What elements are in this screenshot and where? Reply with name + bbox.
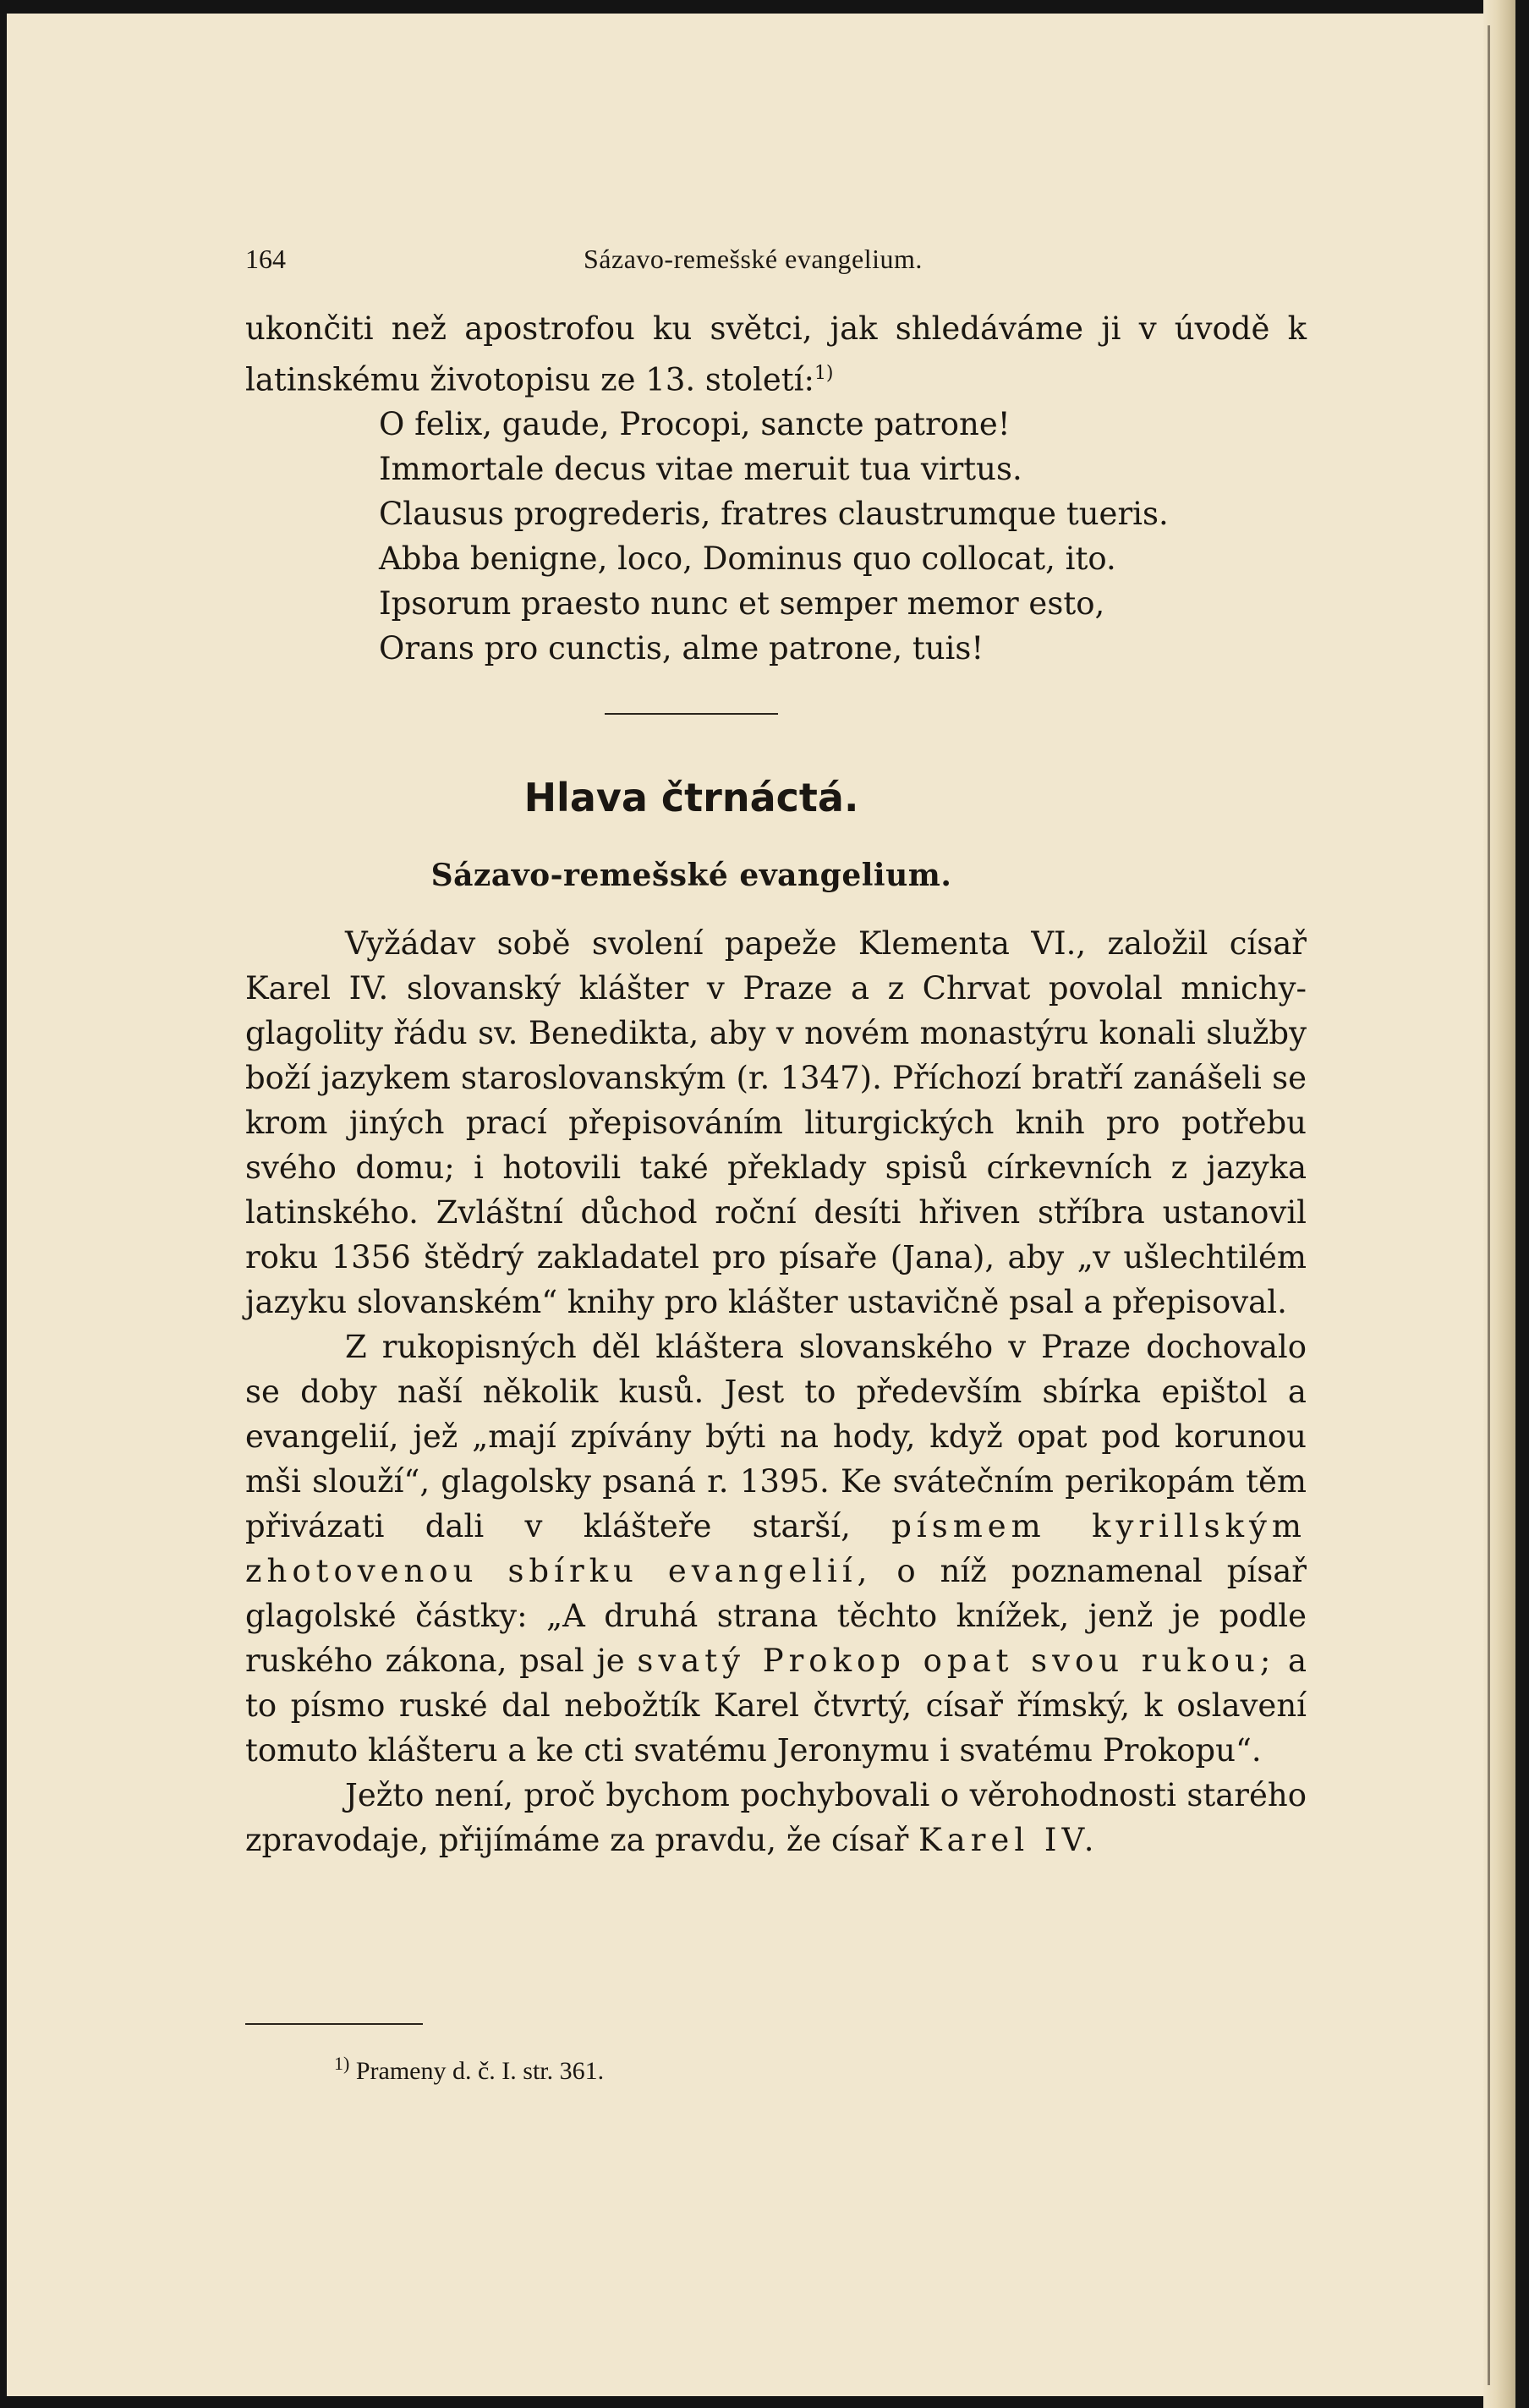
- intro-paragraph: [245, 306, 1307, 402]
- paragraph-2-spaced-a: písmem kyrillským zhotovenou sbírku evangelií,: [245, 1508, 1307, 1590]
- paragraph-2-spaced-b: svatý Prokop opat svou rukou;: [637, 1643, 1276, 1680]
- paragraph-3-spaced: Karel IV.: [918, 1822, 1099, 1859]
- latin-poem: [379, 402, 1307, 671]
- poem-line: Ipsorum praesto nunc et semper memor esto,: [379, 585, 1105, 623]
- footnote: [334, 2045, 604, 2090]
- poem-line: Clausus progrederis, fratres claustrumque tueris.: [379, 496, 1169, 533]
- page-body: [245, 306, 1307, 1862]
- scan-border-bottom: [0, 2396, 1529, 2408]
- paragraph-2-text-c: a to písmo ruské dal nebožtík Karel čtvrtý, císař římský, k oslavení tomuto klášteru a ke cti svatému Jeronymu i svatému Prokopu“.: [245, 1643, 1307, 1769]
- footnote-marker: 1): [334, 2053, 350, 2074]
- chapter-subtitle: Sázavo-remešské evangelium.: [430, 858, 952, 894]
- paragraph-2-text-b: o níž poznamenal písař glagolské částky: „A druhá strana těchto knížek, jenž je podle ruského zákona, psal je: [245, 1553, 1307, 1680]
- footnote-text: Prameny d. č. I. str. 361.: [355, 2057, 605, 2085]
- page-number: 164: [245, 244, 286, 274]
- paragraph-2-text-a: Z rukopisných děl kláštera slovanského v Praze dochovalo se doby naší několik kusů. Jest to především sbírka epištol a evangelií, jež „mají zpívány býti na hody, když opat pod korunou mši slouží“, glagolsky psaná r. 1395. Ke svátečním perikopám těm přivázati dali v klášteře starší,: [245, 1329, 1307, 1545]
- intro-text: ukončiti než apostrofou ku světci, jak shledáváme ji v úvodě k latinskému životopisu ze 13. století:: [245, 310, 1307, 398]
- paragraph-3-text: Ježto není, proč bychom pochybovali o věrohodnosti starého zpravodaje, přijímáme za pravdu, že císař: [245, 1777, 1307, 1859]
- running-header: [245, 244, 1311, 277]
- spine-line: [1488, 25, 1490, 2385]
- paragraph-1: Vyžádav sobě svolení papeže Klementa VI., založil císař Karel IV. slovanský klášter v Praze a z Chrvat povolal mnichy-glagolity řádu sv. Benedikta, aby v novém monastýru konali služby boží jazykem staroslovanským (r. 1347). Příchozí bratří zanášeli se krom jiných prací přepisováním liturgických knih pro potřebu svého domu; i hotovili také překlady spisů církevních z jazyka latinského. Zvláštní důchod roční desíti hřiven stříbra ustanovil roku 1356 štědrý zakladatel pro písaře (Jana), aby „v ušlechtilém jazyku slovanském“ knihy pro klášter ustavičně psal a přepisoval.: [245, 925, 1307, 1321]
- poem-line: Immortale decus vitae meruit tua virtus.: [379, 451, 1022, 488]
- chapter-title: Hlava čtrnáctá.: [523, 775, 859, 821]
- paragraph-2: [245, 1325, 1307, 1773]
- scan-border-right: [1515, 0, 1529, 2408]
- running-title: Sázavo-remešské evangelium.: [584, 244, 923, 274]
- poem-line: O felix, gaude, Procopi, sancte patrone!: [379, 406, 1011, 443]
- scan-border-top: [0, 0, 1529, 14]
- section-divider: [605, 713, 778, 715]
- poem-line: Orans pro cunctis, alme patrone, tuis!: [379, 630, 984, 667]
- footnote-rule: [245, 2023, 423, 2025]
- poem-line: Abba benigne, loco, Dominus quo collocat, ito.: [379, 540, 1116, 578]
- scan-border-left: [0, 0, 7, 2408]
- paragraph-3: [245, 1773, 1307, 1862]
- footnote-reference: 1): [814, 363, 834, 384]
